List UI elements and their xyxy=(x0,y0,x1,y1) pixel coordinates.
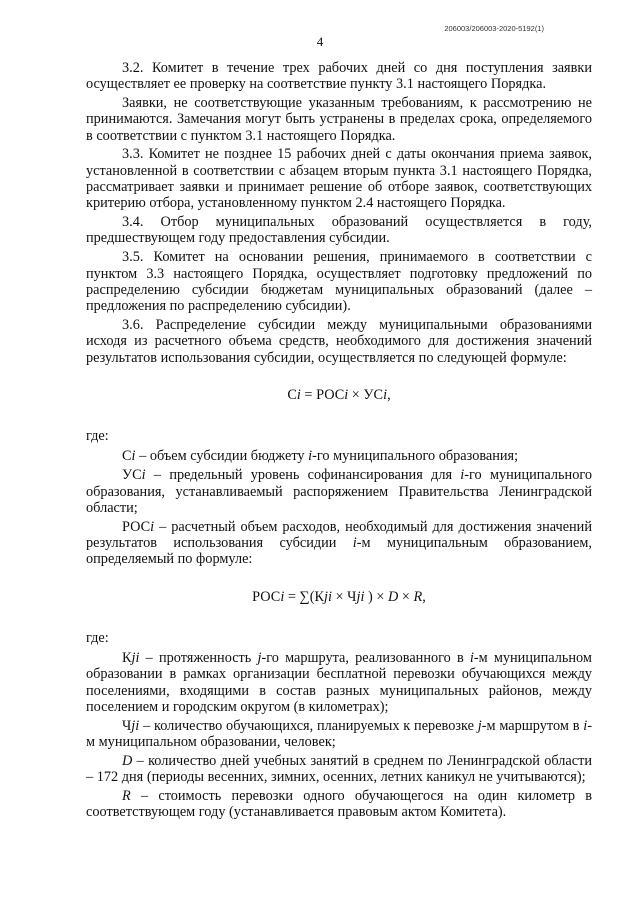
paragraph-3-6: 3.6. Распределение субсидии между муниципальными образованиями исходя из расчетного объема средств, необходимого для достижения значений результатов использования субсидии, осуществляется по следующей формуле: xyxy=(86,316,592,366)
paragraph-3-5: 3.5. Комитет на основании решения, принимаемого в соответствии с пунктом 3.3 настоящего Порядка, осуществляет подготовку предложений по распределению субсидии бюджетам муниципальных образований (далее – предложения по распределению субсидии). xyxy=(86,249,592,315)
where-label: где: xyxy=(86,428,109,445)
definition-d: D – количество дней учебных занятий в среднем по Ленинградской области – 172 дня (периоды весенних, зимних, осенних, летних каникул не учитываются); xyxy=(86,752,592,786)
definition-ch: Чji – количество обучающихся, планируемых к перевозке j-м маршрутом в i-м муниципальном образовании, человек; xyxy=(86,717,592,751)
subscript-i: i xyxy=(296,386,301,403)
where-label-2: где: xyxy=(86,629,109,646)
page-number: 4 xyxy=(316,34,324,49)
document-body xyxy=(86,60,592,823)
paragraph-3-3: 3.3. Комитет не позднее 15 рабочих дней с даты окончания приема заявок, установленной в соответствии с абзацем вторым пункта 3.1 настоящего Порядка, рассматривает заявки и принимает решение об отборе заявок, соответствующих критерию отбора, установленному пунктом 2.4 настоящего Порядка. xyxy=(86,146,592,212)
subscript-i: i xyxy=(383,386,388,403)
paragraph-3-2-note: Заявки, не соответствующие указанным требованиям, к рассмотрению не принимаются. Замечания могут быть устранены в пределах срока, определяемого в соответствии с пунктом 3.1 настоящего Порядка. xyxy=(86,95,592,144)
paragraph-3-2: 3.2. Комитет в течение трех рабочих дней со дня поступления заявки осуществляет ее проверку на соответствие пункту 3.1 настоящего Порядка. xyxy=(86,60,592,93)
formula-lhs: С xyxy=(287,386,297,403)
formula-times: × УС xyxy=(348,386,384,403)
subscript-i: i xyxy=(344,386,349,403)
paragraph-3-4: 3.4. Отбор муниципальных образований осуществляется в году, предшествующем году предоставления субсидии. xyxy=(86,214,592,247)
definition-poc: РОСi – расчетный объем расходов, необходимый для достижения значений результатов использования субсидии i-м муниципальным образованием, определяемый по формуле: xyxy=(86,518,592,568)
definition-c: Сi – объем субсидии бюджету i-го муниципального образования; xyxy=(122,448,519,465)
definition-uc: УСi – предельный уровень софинансирования для i-го муниципального образования, устанавливаемый распоряжением Правительства Ленинградской области; xyxy=(86,467,592,516)
formula-poc: РОСi = ∑(Кji × Чji ) × D × R, xyxy=(252,588,426,605)
formula-eq: = РОС xyxy=(300,386,345,403)
document-code: 206003/206003-2020-5192(1) xyxy=(444,24,544,33)
definition-k: Кji – протяженность j-го маршрута, реализованного в i-м муниципальном образовании в рамках организации бесплатной перевозки обучающихся между поселениями, входящими в состав разных муниципальных районов, между поселением и городским округом (в километрах); xyxy=(86,650,592,715)
formula-end: , xyxy=(387,386,391,403)
formula-subsidy xyxy=(86,387,592,403)
definition-r: R – стоимость перевозки одного обучающегося на один километр в соответствующем году (устанавливается правовым актом Комитета). xyxy=(86,787,592,821)
